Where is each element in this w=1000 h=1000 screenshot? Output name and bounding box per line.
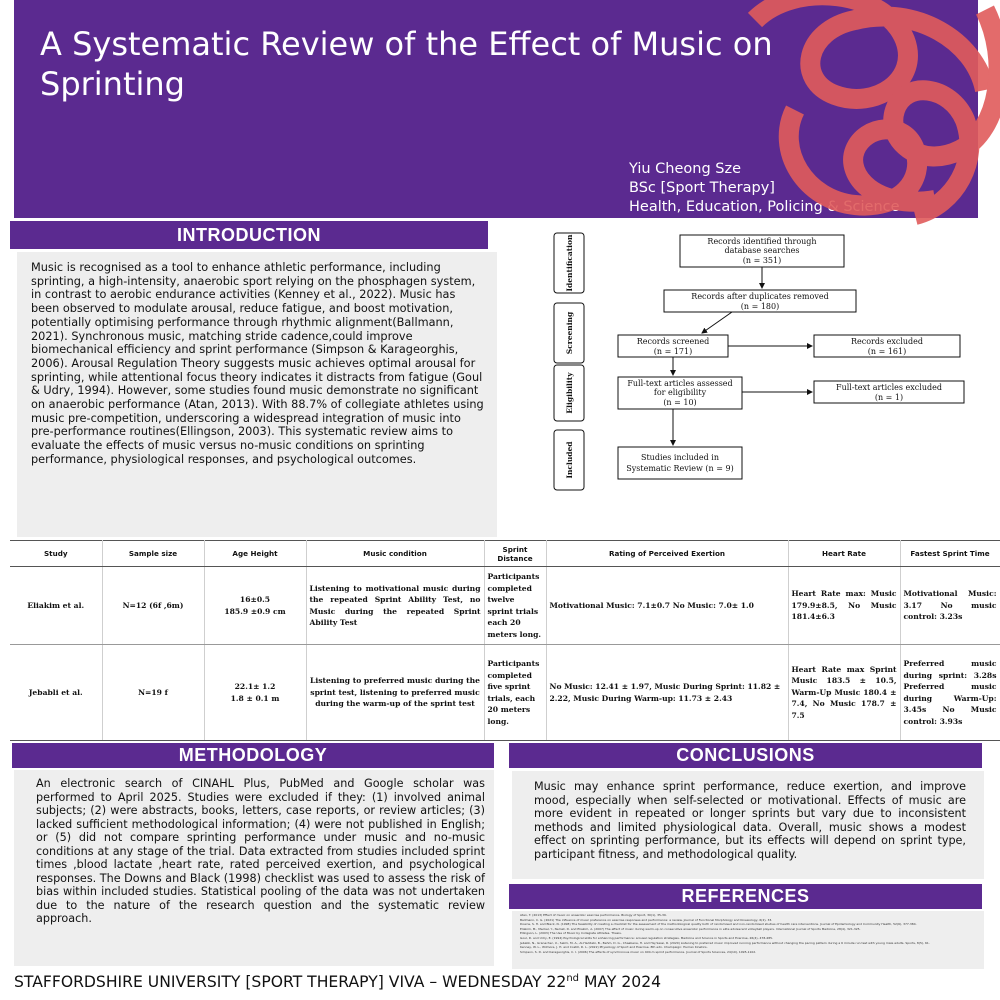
box-included xyxy=(618,447,742,479)
reference-item: Kenney, W. L., Wilmore, J. H. and Costill, D. L. (2022) Physiology of Sport and Exercise. 8th edn. Champaign: Human Kinetics. xyxy=(520,945,708,950)
cell-heart-rate: Heart Rate max Sprint Music 183.5 ± 10.5, Warm-Up Music 180.4 ± 7.4, No Music 178.7 ± 7.5 xyxy=(788,645,900,741)
stage-eligibility-label: Eligibility xyxy=(565,372,574,414)
cell-height: 185.9 ±0.9 cm xyxy=(224,606,286,616)
stage-identification-label: Identification xyxy=(565,234,574,292)
fulltext-line3: (n = 10) xyxy=(663,398,697,407)
cell-rpe: No Music: 12.41 ± 1.97, Music During Sprint: 11.82 ± 2.22, Music During Warm-up: 11.73 ± 2.43 xyxy=(546,645,788,741)
table-row xyxy=(10,645,1000,741)
col-sample: Sample size xyxy=(102,541,204,567)
screened-line2: (n = 171) xyxy=(653,347,693,356)
col-distance: Sprint Distance xyxy=(484,541,546,567)
cell-sample: N=19 f xyxy=(102,645,204,741)
author-school: Health, Education, Policing & Science xyxy=(629,199,900,215)
cell-music: Listening to preferred music during the sprint test, listening to preferred music during the warm-up of the sprint test xyxy=(306,645,484,741)
cell-age: 16±0.5 xyxy=(239,595,271,604)
col-sprint-time: Fastest Sprint Time xyxy=(900,541,1000,567)
reference-item: Simpson, S. D. and Karageorghis, C. I. (2006) The effects of synchronous music on 400-m sprint performance. Journal of Sports Sciences, 24(10), 1095-1102. xyxy=(520,949,757,954)
author-degree: BSc [Sport Therapy] xyxy=(629,180,775,196)
after-duplicates-line1: Records after duplicates removed xyxy=(691,292,829,301)
poster-title: A Systematic Review of the Effect of Music on Sprinting xyxy=(40,25,773,103)
after-duplicates-line2: (n = 180) xyxy=(740,302,780,311)
fulltext-line1: Full-text articles assessed xyxy=(627,379,733,388)
cell-age: 22.1± 1.2 xyxy=(234,682,276,691)
col-rpe: Rating of Perceived Exertion xyxy=(546,541,788,567)
cell-music: Listening to motivational music during the repeated Sprint Ability Test, no Music during the repeated Sprint Ability Test xyxy=(306,567,484,645)
cell-age-height xyxy=(204,645,306,741)
screened-line1: Records screened xyxy=(636,337,710,346)
footer-suffix: MAY 2024 xyxy=(579,973,662,992)
knot-loop-top xyxy=(755,0,985,99)
footer-prefix: STAFFORDSHIRE UNIVERSITY [SPORT THERAPY] VIVA – WEDNESDAY 22 xyxy=(14,973,567,992)
introduction-text: Music is recognised as a tool to enhance athletic performance, including sprinting, a high-intensity, anaerobic sport relying on the phosphagen system, in contrast to aerobic endurance activities (Kenney et al., 2022). Music has been observed to modulate arousal, reduce fatigue, and boost motivation, potentially optimising performance through rhythmic alignment(Ballmann, 2021). Synchronous music, matching stride cadence,could improve biomechanical efficiency and sprint performance (Simpson & Karageorghis, 2006). Arousal Regulation Theory suggests music achieves optimal arousal for sprinting, while attentional focus theory indicates it distracts from fatigue (Goul & Udry, 1994). However, some studies found music demonstrate no significant on anaerobic performance (Atan, 2013). With 88.7% of collegiate athletes using music pre-competition, underscoring a widespread integration of music into pre-performance routines(Ellingson, 2003). This systematic review aims to evaluate the effects of music versus no-music conditions on sprinting performance, physiological responses, and psychological outcomes. xyxy=(17,252,497,537)
included-line1: Studies included in xyxy=(640,453,720,462)
cell-sample: N=12 (6f ,6m) xyxy=(102,567,204,645)
stage-included-label: Included xyxy=(565,441,574,479)
reference-item: Eliakim, M., Meckel, Y., Nemet, D. and Eliakim, A. (2007) The effect of music during warm-up on consecutive anaerobic performance in elite adolescent volleyball players. International Journal of Sports Medicine, 28(4), 321-325. xyxy=(520,926,861,931)
fulltext-excluded-line2: (n = 1) xyxy=(874,393,904,402)
conclusions-heading: CONCLUSIONS xyxy=(509,743,982,768)
cell-study: Eliakim et al. xyxy=(10,567,102,645)
reference-item: Ellingson, L. (2003) The Use of Music by Collegiate Athletes. Thesis. xyxy=(520,931,622,936)
conclusions-text: Music may enhance sprint performance, reduce exertion, and improve mood, especially when self-selected or motivational. Effects of music are more evident in repeated or longer sprints but vary due to inconsistent methods and limited physiological data. Overall, music shows a modest effect on sprinting performance, but its effects will depend on sprint type, participant fitness, and methodological quality. xyxy=(512,771,984,879)
cell-height: 1.8 ± 0.1 m xyxy=(230,693,280,703)
introduction-heading: INTRODUCTION xyxy=(10,221,488,249)
cell-distance: Participants completed twelve sprint trials each 20 meters long. xyxy=(484,567,546,645)
reference-item: Jebabli, N., Granacher, U., Selmi, M. A., Al-Haddabi, B., Behm, D. G., Chaabene, H. and Haj Sassi, R. (2020) Listening to preferred music improved running performance without changing the pacing pattern during a 6 minute run test with young male adults. Sports, 8(5), 61. xyxy=(520,940,930,945)
footer-caption xyxy=(14,973,661,991)
identified-line1: Records identified through xyxy=(707,237,817,246)
stage-screening-label: Screening xyxy=(565,311,574,355)
cell-study: Jebabli et al. xyxy=(10,645,102,741)
table-row xyxy=(10,567,1000,645)
author-name: Yiu Cheong Sze xyxy=(629,161,742,177)
fulltext-line2: for eligibility xyxy=(653,388,707,397)
identified-line3: (n = 351) xyxy=(742,256,782,265)
col-age-height: Age Height xyxy=(204,541,306,567)
cell-distance: Participants completed five sprint trials, each 20 meters long. xyxy=(484,645,546,741)
included-line2: Systematic Review (n = 9) xyxy=(626,464,734,473)
reference-item: Atan, T. (2013) Effect of music on anaerobic exercise performance. Biology of Sport, 30(1), 35-39. xyxy=(520,913,667,917)
cell-age-height xyxy=(204,567,306,645)
table-header-row xyxy=(10,541,1000,567)
reference-item: Downs, S. H. and Black, N. (1998) The feasibility of creating a checklist for the assessment of the methodological quality both of randomised and non-randomised studies of health care interventions. Journal of Epidemiology and Community Health, 52(6), 377-384. xyxy=(520,922,917,927)
col-heart-rate: Heart Rate xyxy=(788,541,900,567)
references-heading: REFERENCES xyxy=(509,884,982,909)
prisma-flow-diagram xyxy=(552,225,992,495)
identified-line2: database searches xyxy=(724,246,800,255)
cell-rpe: Motivational Music: 7.1±0.7 No Music: 7.0± 1.0 xyxy=(546,567,788,645)
knot-loop-bottom xyxy=(789,110,935,206)
references-list xyxy=(512,911,984,969)
footer-sup: nd xyxy=(566,973,579,984)
col-music: Music condition xyxy=(306,541,484,567)
results-table xyxy=(10,540,1000,741)
reference-item: Ballmann, C. G. (2021) The influence of music preference on exercise responses and performance: a review. Journal of Functional Morphology and Kinesiology, 6(2), 33. xyxy=(520,917,773,922)
methodology-text: An electronic search of CINAHL Plus, PubMed and Google scholar was performed to April 2025. Studies were excluded if they: (1) involved animal subjects; (2) were abstracts, books, letters, case reports, or review articles; (3) lacked sufficient methodological information; (4) were not published in English; or (5) did not compare sprinting performance under music and no-music conditions at any stage of the trial. Data extracted from studies included sprint times ,blood lactate ,heart rate, rated perceived exertion, and psychological responses. The Downs and Black (1998) checklist was used to assess the risk of bias within included studies. Statistical pooling of the data was not undertaken due to the nature of the research question and the systematic review approach. xyxy=(14,770,494,966)
excluded-line2: (n = 161) xyxy=(867,347,907,356)
col-study: Study xyxy=(10,541,102,567)
university-knot-logo xyxy=(735,0,1000,230)
fulltext-excluded-line1: Full-text articles excluded xyxy=(836,383,942,392)
cell-sprint-time: Motivational Music: 3.17 No music control: 3.23s xyxy=(900,567,1000,645)
cell-heart-rate: Heart Rate max: Music 179.9±8.5, No Music 181.4±6.3 xyxy=(788,567,900,645)
cell-sprint-time: Preferred music during sprint: 3.28s Preferred music during Warm-Up: 3.45s No Music control: 3.93s xyxy=(900,645,1000,741)
excluded-line1: Records excluded xyxy=(850,337,924,346)
methodology-heading: METHODOLOGY xyxy=(12,743,494,768)
reference-item: Goul, D. and Udry, E. (1994) Psychological skills for enhancing performance: arousal regulation strategies. Medicine and Science in Sports and Exercise, 26(4), 478-485. xyxy=(520,935,773,940)
